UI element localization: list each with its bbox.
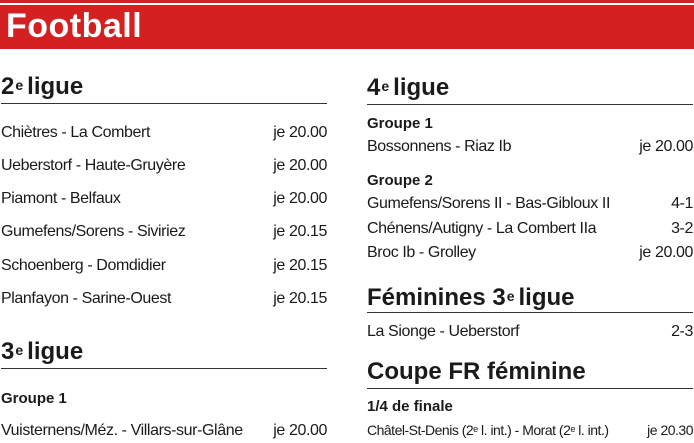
match-teams: Planfayon - Sarine-Ouest [1, 290, 172, 307]
heading-4e-ligue [367, 73, 449, 103]
match-result: 2-3 [671, 323, 693, 340]
match-teams: La Sionge - Ueberstorf [367, 323, 520, 340]
match-teams-part: l. int.) [574, 422, 609, 438]
match-row [367, 194, 693, 214]
match-row [1, 289, 327, 309]
right-column [367, 0, 693, 443]
match-row [367, 219, 693, 239]
match-teams: Vuisternens/Méz. - Villars-sur-Glâne [1, 422, 243, 439]
superscript: e [473, 424, 478, 434]
heading-text: ligue [393, 74, 450, 101]
match-row [367, 322, 693, 342]
match-result: je 20.00 [639, 138, 693, 155]
heading-feminines-3e-ligue [367, 283, 575, 313]
heading-text: ligue [518, 284, 575, 311]
heading-rule [1, 103, 327, 104]
group-label: Groupe 2 [367, 172, 433, 189]
match-result: je 20.00 [639, 244, 693, 261]
heading-2e-ligue [1, 72, 83, 102]
match-row [1, 222, 327, 242]
heading-rule [367, 312, 693, 313]
heading-coupe-fr-feminine: Coupe FR féminine [367, 358, 586, 385]
match-row [1, 256, 327, 276]
heading-rule [367, 388, 693, 389]
group-label: Groupe 1 [367, 115, 433, 132]
match-teams: Gumefens/Sorens - Siviriez [1, 223, 186, 240]
match-row [1, 156, 327, 176]
heading-3e-ligue [1, 337, 83, 367]
match-result: je 20.00 [273, 157, 327, 174]
match-row [367, 243, 693, 263]
heading-superscript: e [506, 288, 515, 304]
match-result: je 20.30 [647, 422, 693, 438]
heading-superscript: e [381, 78, 390, 94]
match-result: je 20.00 [273, 124, 327, 141]
match-teams: Piamont - Belfaux [1, 190, 121, 207]
round-label: 1/4 de finale [367, 398, 453, 415]
match-row [1, 421, 327, 441]
match-teams: Bossonnens - Riaz Ib [367, 138, 512, 155]
heading-number: 4 [367, 74, 381, 101]
match-row [367, 420, 693, 440]
match-result: 3-2 [671, 220, 693, 237]
match-result: 4-1 [671, 195, 693, 212]
heading-rule [367, 104, 693, 105]
match-row [367, 137, 693, 157]
match-teams: Chiètres - La Combert [1, 124, 150, 141]
match-row [1, 189, 327, 209]
match-result: je 20.15 [273, 223, 327, 240]
group-label: Groupe 1 [1, 390, 67, 407]
heading-text: ligue [27, 73, 84, 100]
left-column [1, 0, 327, 443]
match-teams-part: l. int.) - Morat (2 [477, 422, 571, 438]
heading-number: 2 [1, 73, 15, 100]
match-result: je 20.00 [273, 190, 327, 207]
match-teams [367, 422, 609, 438]
superscript: e [570, 424, 575, 434]
heading-superscript: e [15, 342, 24, 358]
heading-rule [1, 368, 327, 369]
match-result: je 20.15 [273, 257, 327, 274]
match-teams: Ueberstorf - Haute-Gruyère [1, 157, 186, 174]
match-teams: Broc Ib - Grolley [367, 244, 476, 261]
match-teams: Chénens/Autigny - La Combert IIa [367, 220, 597, 237]
match-teams: Gumefens/Sorens II - Bas-Gibloux II [367, 195, 610, 212]
match-result: je 20.00 [273, 422, 327, 439]
section-title: Football [6, 7, 143, 45]
match-row [1, 123, 327, 143]
match-teams-part: Châtel-St-Denis (2 [367, 422, 474, 438]
match-teams: Schoenberg - Domdidier [1, 257, 166, 274]
heading-text: ligue [27, 338, 84, 365]
match-result: je 20.15 [273, 290, 327, 307]
heading-superscript: e [15, 77, 24, 93]
heading-text: Féminines 3 [367, 284, 506, 311]
heading-number: 3 [1, 338, 15, 365]
